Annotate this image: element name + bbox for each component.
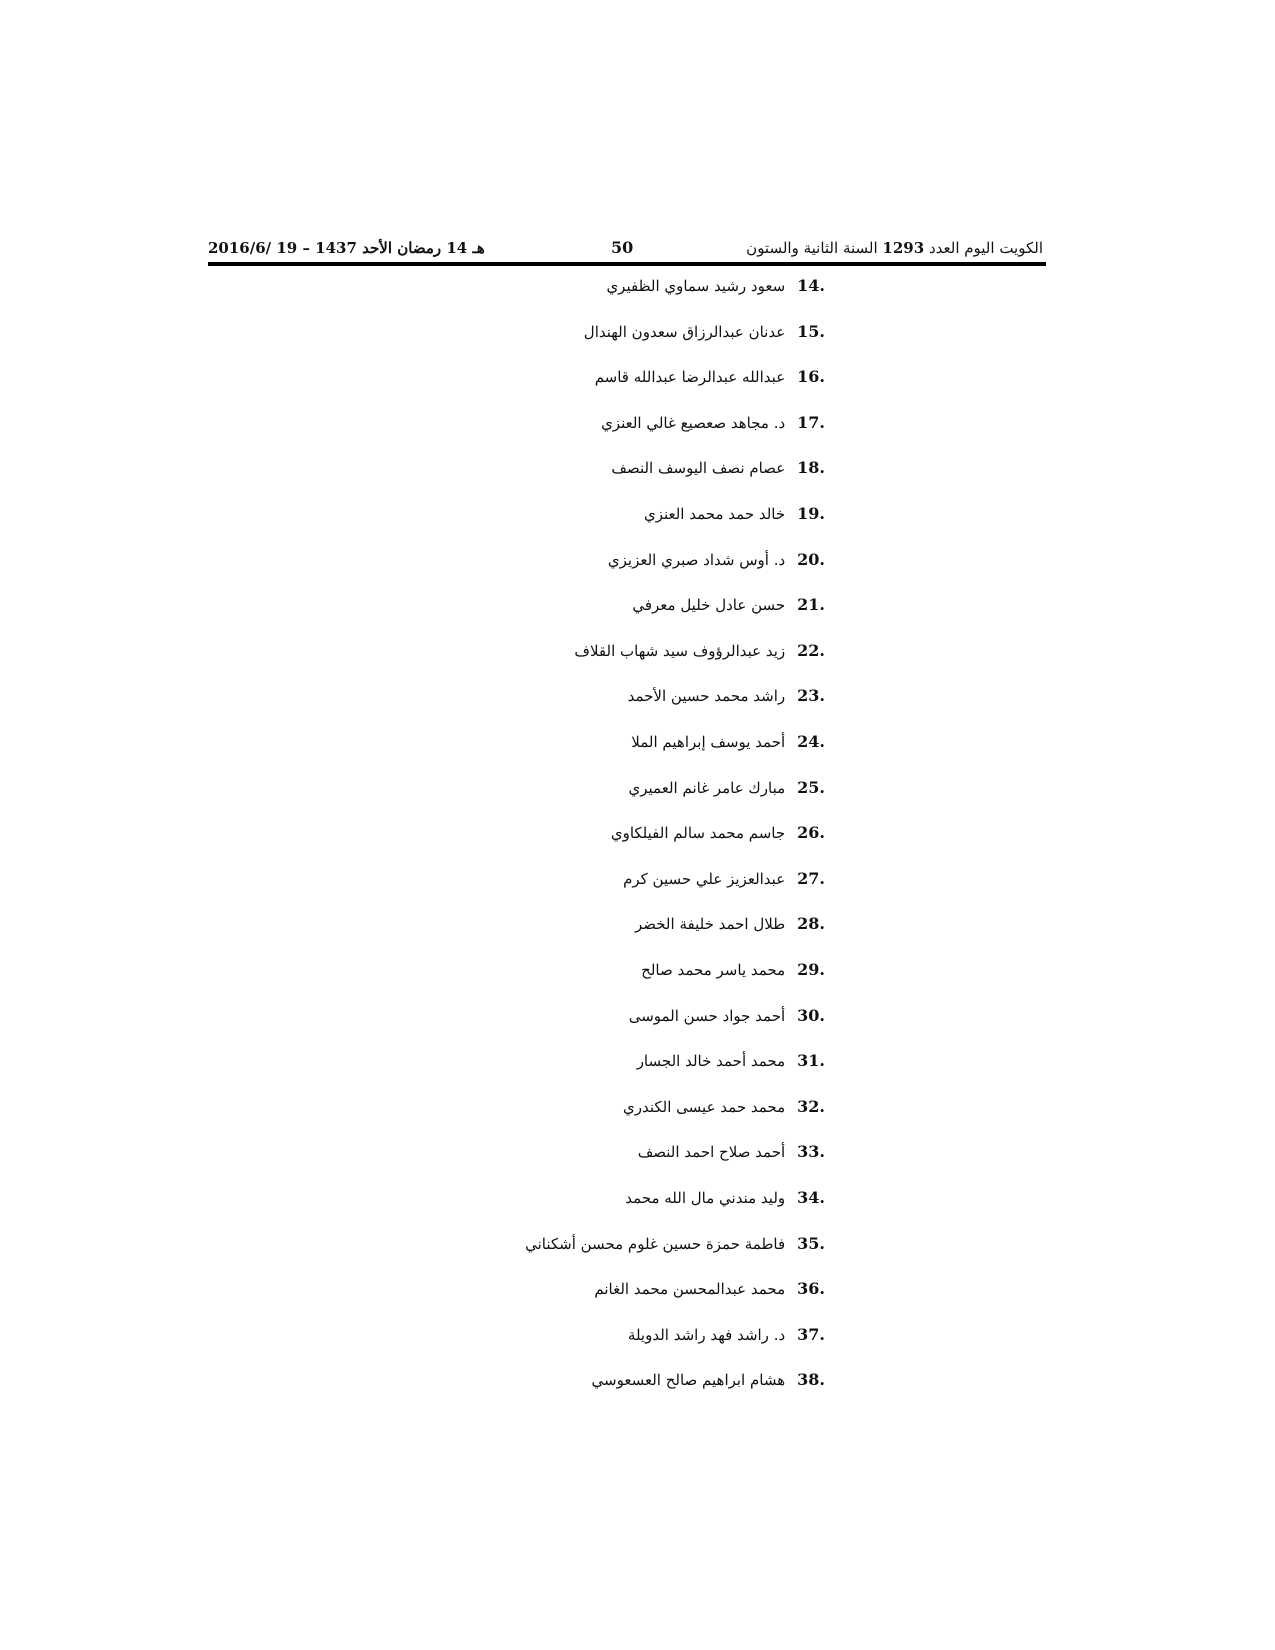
item-name: عبدالله عبدالرضا عبدالله قاسم <box>594 368 786 386</box>
list-item <box>584 320 825 344</box>
year-label: السنة الثانية والستون <box>746 239 878 257</box>
list-item <box>608 548 825 572</box>
item-number: 33. <box>797 1142 825 1161</box>
list-item <box>574 639 825 663</box>
publication-name: الكويت اليوم العدد <box>928 239 1043 257</box>
item-name: د. مجاهد صعصيع غالي العنزي <box>601 414 786 432</box>
item-number: 27. <box>797 869 825 888</box>
publication-info <box>746 236 1043 260</box>
item-name: فاطمة حمزة حسين غلوم محسن أشكناني <box>525 1235 786 1253</box>
item-name: محمد حمد عيسى الكندري <box>623 1098 786 1116</box>
item-number: 37. <box>797 1325 825 1344</box>
item-number: 32. <box>797 1097 825 1116</box>
list-item <box>641 958 825 982</box>
list-item <box>595 365 825 389</box>
item-number: 23. <box>797 686 825 705</box>
item-name: زيد عبدالرؤوف سيد شهاب القلاف <box>574 642 786 660</box>
item-name: سعود رشيد سماوي الظفيري <box>606 277 786 295</box>
item-number: 35. <box>797 1234 825 1253</box>
item-number: 24. <box>797 732 825 751</box>
header-rule <box>208 262 1046 266</box>
item-number: 30. <box>797 1006 825 1025</box>
list-item <box>623 867 825 891</box>
item-name: د. أوس شداد صبري العزيزي <box>607 551 786 569</box>
issue-number: 1293 <box>882 239 925 257</box>
list-item <box>623 1095 825 1119</box>
item-number: 31. <box>797 1051 825 1070</box>
item-number: 16. <box>797 367 825 386</box>
list-item <box>631 730 825 754</box>
list-item <box>644 502 825 526</box>
item-name: أحمد صلاح احمد النصف <box>637 1143 786 1161</box>
list-item <box>638 1140 825 1164</box>
list-item <box>601 411 825 435</box>
item-name: عصام نصف اليوسف النصف <box>611 459 786 477</box>
item-name: محمد ياسر محمد صالح <box>641 961 786 979</box>
page-header <box>208 236 1043 260</box>
item-name: خالد حمد محمد العنزي <box>643 505 786 523</box>
item-number: 20. <box>797 550 825 569</box>
list-item <box>611 821 825 845</box>
list-item <box>625 1186 825 1210</box>
item-name: عبدالعزيز علي حسين كرم <box>623 870 786 888</box>
item-name: جاسم محمد سالم الفيلكاوي <box>610 824 786 842</box>
item-name: وليد مندني مال الله محمد <box>625 1189 786 1207</box>
item-name: محمد عبدالمحسن محمد الغانم <box>594 1280 786 1298</box>
item-name: طلال احمد خليفة الخضر <box>634 915 786 933</box>
item-number: 36. <box>797 1279 825 1298</box>
list-item <box>628 1323 825 1347</box>
item-number: 26. <box>797 823 825 842</box>
list-item <box>594 1277 825 1301</box>
item-number: 18. <box>797 458 825 477</box>
list-item <box>628 684 825 708</box>
item-number: 28. <box>797 914 825 933</box>
item-number: 15. <box>797 322 825 341</box>
list-item <box>525 1232 825 1256</box>
item-number: 17. <box>797 413 825 432</box>
item-name: عدنان عبدالرزاق سعدون الهندال <box>583 323 786 341</box>
item-number: 19. <box>797 504 825 523</box>
list-item <box>629 1004 825 1028</box>
list-item <box>606 274 825 298</box>
item-name: د. راشد فهد راشد الدويلة <box>627 1326 786 1344</box>
item-number: 25. <box>797 778 825 797</box>
header-date: 2016/6/ 19 – 1437 هـ 14 رمضان الأحد <box>208 239 485 257</box>
list-item <box>632 593 825 617</box>
list-item <box>637 1049 825 1073</box>
item-name: حسن عادل خليل معرفي <box>632 596 786 614</box>
item-number: 38. <box>797 1370 825 1389</box>
item-number: 14. <box>797 276 825 295</box>
item-number: 29. <box>797 960 825 979</box>
list-item <box>611 456 825 480</box>
item-name: محمد أحمد خالد الجسار <box>636 1052 786 1070</box>
list-item <box>629 776 825 800</box>
item-name: مبارك عامر غانم العميري <box>628 779 786 797</box>
item-number: 21. <box>797 595 825 614</box>
page-number: 50 <box>611 238 634 257</box>
list-item <box>635 912 825 936</box>
item-name: راشد محمد حسين الأحمد <box>627 687 786 705</box>
item-name: أحمد يوسف إبراهيم الملا <box>631 733 786 751</box>
item-number: 34. <box>797 1188 825 1207</box>
item-number: 22. <box>797 641 825 660</box>
item-name: أحمد جواد حسن الموسى <box>628 1007 786 1025</box>
item-name: هشام ابراهيم صالح العسعوسي <box>591 1371 786 1389</box>
list-item <box>592 1368 825 1392</box>
